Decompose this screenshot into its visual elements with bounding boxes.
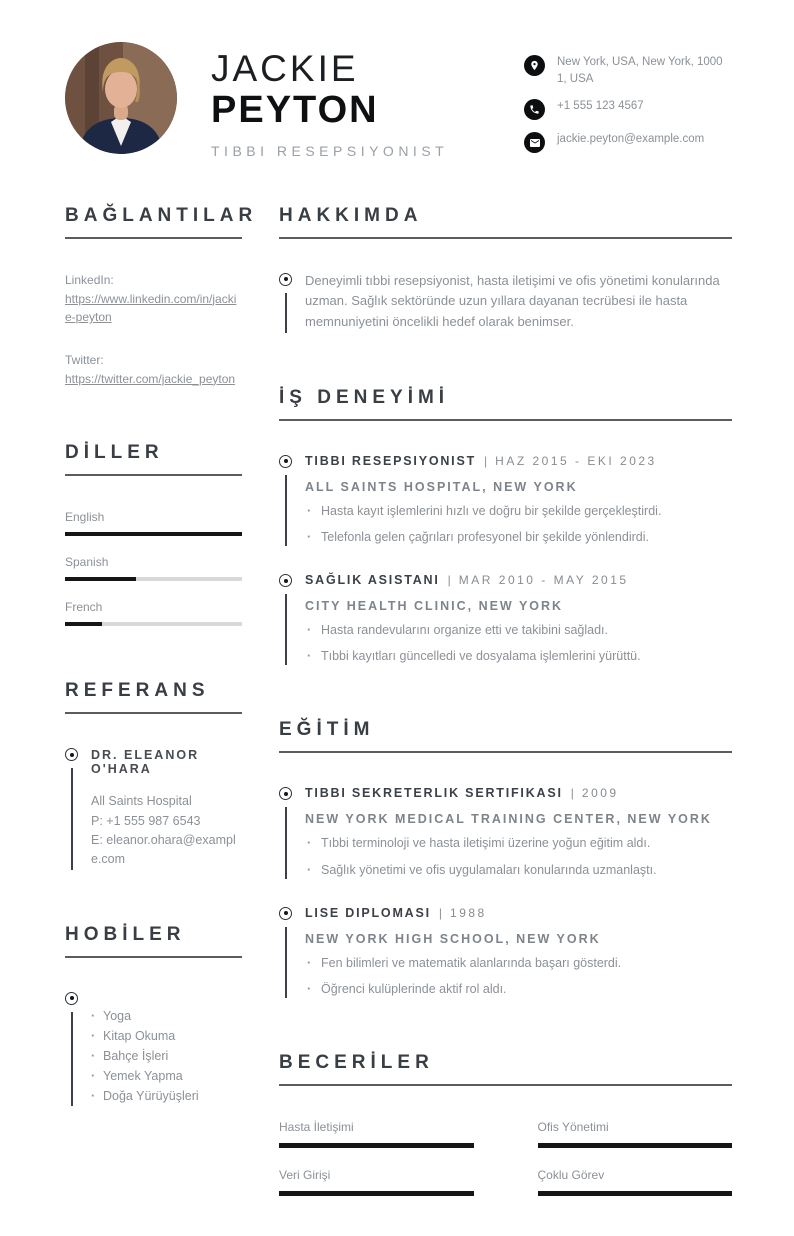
separator: | xyxy=(570,786,574,801)
contact-location-row xyxy=(524,54,732,87)
degree-dates: 1988 xyxy=(450,905,487,920)
education-bullet: · Fen bilimleri ve matematik alanlarında başarı gösterdi. xyxy=(305,954,732,972)
degree-dates: 2009 xyxy=(581,786,619,801)
target-dot-icon xyxy=(279,273,292,286)
languages-title: DİLLER xyxy=(65,442,242,476)
section-about xyxy=(279,205,732,333)
profile-photo xyxy=(65,42,177,154)
first-name: JACKIE xyxy=(211,48,359,89)
education-bullets xyxy=(305,954,732,998)
timeline-line xyxy=(285,807,287,878)
envelope-icon xyxy=(524,132,545,153)
timeline-rail xyxy=(279,273,305,333)
skill-item xyxy=(538,1120,733,1148)
separator: | xyxy=(484,453,488,468)
language-name: English xyxy=(65,510,105,525)
timeline-line xyxy=(71,768,73,870)
job-bullet: · Telefonla gelen çağrıları profesyonel bir şekilde yönlendirdi. xyxy=(305,528,732,546)
timeline-rail xyxy=(279,574,305,665)
reference-entry xyxy=(65,748,242,870)
job-company: ALL SAINTS HOSPITAL, NEW YORK xyxy=(305,479,578,494)
hobby-list xyxy=(91,1006,242,1106)
degree-name: TIBBI SEKRETERLIK SERTIFIKASI xyxy=(305,786,563,801)
target-dot-icon xyxy=(65,992,78,1005)
reference-name: DR. ELEANOR O'HARA xyxy=(91,748,200,777)
last-name: PEYTON xyxy=(211,88,379,131)
target-dot-icon xyxy=(279,907,292,920)
contact-block xyxy=(524,42,732,153)
hobbies-entry xyxy=(65,992,242,1106)
target-dot-icon xyxy=(279,574,292,587)
contact-location: New York, USA, New York, 10001, USA xyxy=(557,56,723,85)
left-column xyxy=(65,204,258,1196)
timeline-rail xyxy=(279,907,305,998)
education-entry xyxy=(279,787,732,878)
job-dates: MAR 2010 - MAY 2015 xyxy=(458,573,629,588)
reference-phone: P: +1 555 987 6543 xyxy=(91,813,201,828)
content-columns xyxy=(65,205,732,1196)
profile-photo-illustration xyxy=(65,42,177,154)
contact-phone: +1 555 123 4567 xyxy=(557,100,644,113)
language-row xyxy=(65,510,242,536)
reference-details xyxy=(91,792,242,870)
target-dot-icon xyxy=(279,455,292,468)
timeline-line xyxy=(285,594,287,665)
job-role: SAĞLIK ASISTANI xyxy=(305,573,440,588)
timeline-line xyxy=(285,475,287,546)
about-text: Deneyimli tıbbi resepsiyonist, hasta iletişimi ve ofis yönetimi konularında uzman. Sağlık sektöründe uzun yıllara dayanan tecrübesi ile hasta memnuniyetini öncelikli hedef olarak benimser. xyxy=(305,272,720,330)
timeline-rail xyxy=(65,992,91,1106)
timeline-rail xyxy=(279,455,305,546)
about-title: HAKKIMDA xyxy=(279,205,732,239)
education-title: EĞİTİM xyxy=(279,719,732,753)
linkedin-link[interactable]: https://www.linkedin.com/in/jackie-peyton xyxy=(65,291,237,325)
skill-bar xyxy=(538,1191,733,1196)
header xyxy=(65,42,732,159)
section-hobbies xyxy=(65,924,242,1106)
skill-name: Çoklu Görev xyxy=(537,1167,605,1182)
contact-email-row xyxy=(524,131,732,153)
name-block xyxy=(211,42,448,159)
job-bullet: · Tıbbi kayıtları güncelledi ve dosyalama işlemlerini yürüttü. xyxy=(305,647,732,665)
location-pin-icon xyxy=(524,55,545,76)
timeline-line xyxy=(285,293,287,333)
language-bar xyxy=(65,532,242,536)
section-languages xyxy=(65,442,242,626)
right-column xyxy=(279,205,732,1196)
school-name: NEW YORK MEDICAL TRAINING CENTER, NEW YORK xyxy=(305,812,712,827)
section-skills xyxy=(279,1052,732,1196)
skills-grid xyxy=(279,1120,732,1196)
phone-icon xyxy=(524,99,545,120)
job-dates: HAZ 2015 - EKI 2023 xyxy=(495,453,657,468)
hobby-item: · Yoga xyxy=(91,1006,242,1026)
hobby-item: · Bahçe İşleri xyxy=(91,1046,242,1066)
skill-bar xyxy=(279,1143,474,1148)
education-bullet: · Tıbbi terminoloji ve hasta iletişimi üzerine yoğun eğitim aldı. xyxy=(305,834,732,852)
hobby-item: · Kitap Okuma xyxy=(91,1026,242,1046)
degree-name: LISE DIPLOMASI xyxy=(305,905,431,920)
hobby-item: · Doğa Yürüyüşleri xyxy=(91,1086,242,1106)
section-links xyxy=(65,204,258,389)
skill-name: Veri Girişi xyxy=(279,1167,331,1182)
job-bullet: · Hasta randevularını organize etti ve takibini sağladı. xyxy=(305,621,732,639)
hobbies-title: HOBİLER xyxy=(65,924,242,958)
reference-email: E: eleanor.ohara@example.com xyxy=(91,833,236,867)
education-bullet: · Öğrenci kulüplerinde aktif rol aldı. xyxy=(305,980,732,998)
reference-organization: All Saints Hospital xyxy=(91,794,192,809)
reference-title: REFERANS xyxy=(65,680,242,714)
skill-item xyxy=(538,1168,733,1196)
skill-bar xyxy=(279,1191,474,1196)
language-row xyxy=(65,555,242,581)
job-role: TIBBI RESEPSIYONIST xyxy=(305,453,477,468)
language-row xyxy=(65,600,242,626)
link-item-linkedin xyxy=(65,273,242,327)
links-title: BAĞLANTILAR xyxy=(65,205,242,239)
language-name: Spanish xyxy=(65,555,109,570)
experience-entry xyxy=(279,455,732,546)
separator: | xyxy=(447,573,451,588)
skill-name: Ofis Yönetimi xyxy=(537,1119,609,1134)
about-entry xyxy=(279,273,732,333)
job-bullets xyxy=(305,621,732,665)
skill-item xyxy=(279,1168,474,1196)
skill-bar xyxy=(538,1143,733,1148)
twitter-link[interactable]: https://twitter.com/jackie_peyton xyxy=(65,371,236,386)
experience-entry xyxy=(279,574,732,665)
job-bullets xyxy=(305,502,732,546)
separator: | xyxy=(438,905,443,920)
hobby-item: · Yemek Yapma xyxy=(91,1066,242,1086)
education-bullet: · Sağlık yönetimi ve ofis uygulamaları konularında uzmanlaştı. xyxy=(305,861,732,879)
job-bullet: · Hasta kayıt işlemlerini hızlı ve doğru bir şekilde gerçekleştirdi. xyxy=(305,502,732,520)
link-label: Twitter: xyxy=(65,352,104,367)
language-bar xyxy=(65,622,242,626)
link-label: LinkedIn: xyxy=(65,272,114,287)
link-item-twitter xyxy=(65,353,242,389)
skill-item xyxy=(279,1120,474,1148)
contact-phone-row xyxy=(524,98,732,120)
target-dot-icon xyxy=(279,787,292,800)
language-name: French xyxy=(65,600,103,615)
section-experience xyxy=(279,387,732,666)
target-dot-icon xyxy=(65,748,78,761)
timeline-rail xyxy=(65,748,91,870)
timeline-line xyxy=(71,1012,73,1106)
section-reference xyxy=(65,680,242,870)
timeline-rail xyxy=(279,787,305,878)
job-company: CITY HEALTH CLINIC, NEW YORK xyxy=(305,599,564,614)
skills-title: BECERİLER xyxy=(279,1052,732,1086)
school-name: NEW YORK HIGH SCHOOL, NEW YORK xyxy=(305,931,601,946)
skill-name: Hasta İletişimi xyxy=(279,1119,354,1134)
timeline-line xyxy=(285,927,287,998)
language-bar xyxy=(65,577,242,581)
section-education xyxy=(279,719,732,998)
contact-email: jackie.peyton@example.com xyxy=(557,133,705,146)
job-title: TIBBI RESEPSIYONIST xyxy=(211,142,449,159)
experience-title: İŞ DENEYİMİ xyxy=(279,387,732,421)
education-bullets xyxy=(305,834,732,878)
education-entry xyxy=(279,907,732,998)
